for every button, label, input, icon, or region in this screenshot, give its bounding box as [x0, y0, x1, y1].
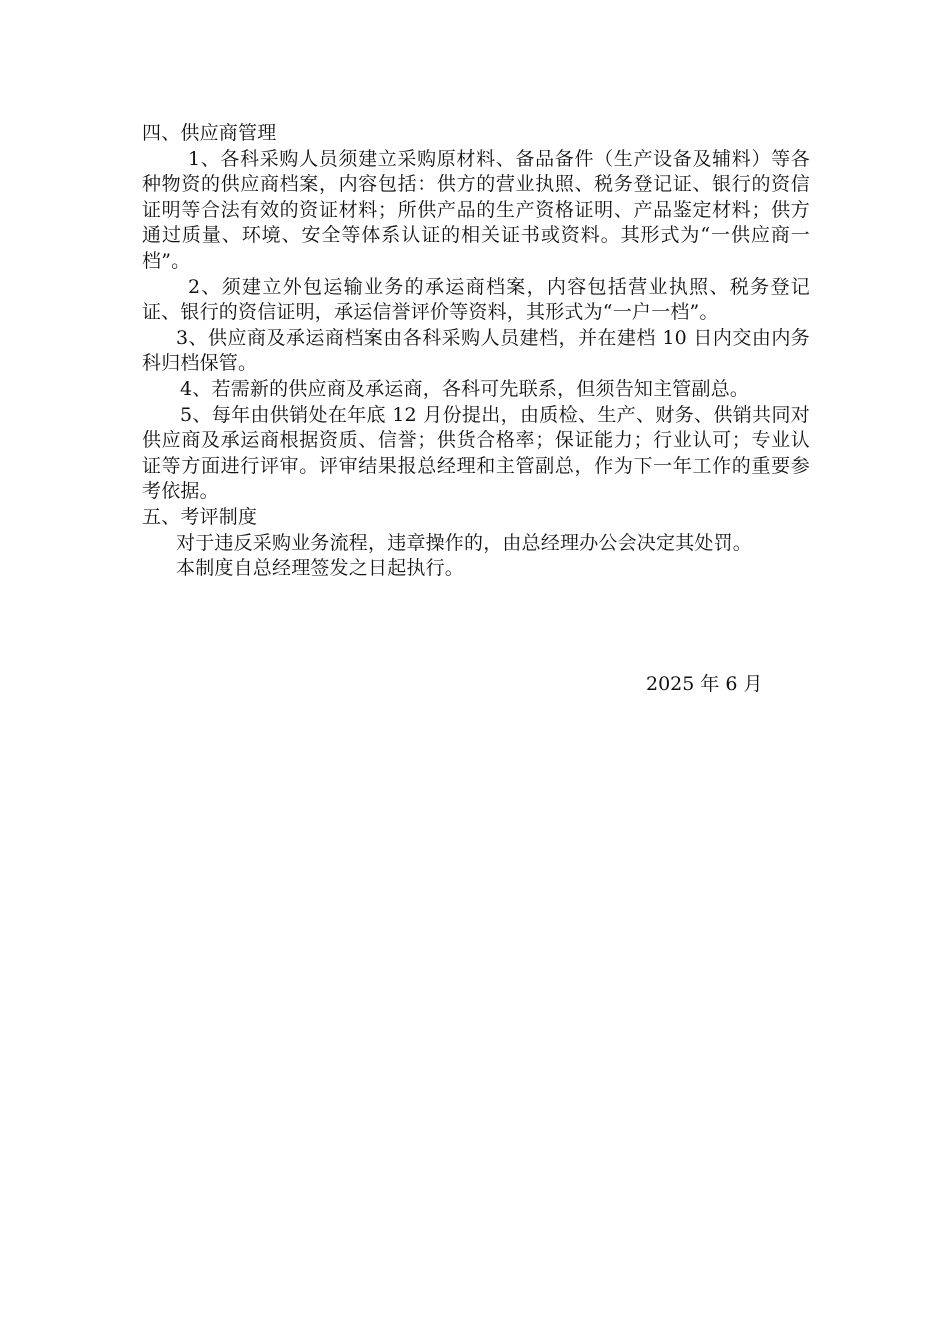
paragraph-penalty: 对于违反采购业务流程，违章操作的，由总经理办公会决定其处罚。 — [176, 531, 753, 554]
paragraph-supplier-files: 1、各科采购人员须建立采购原材料、备品备件（生产设备及辅料）等各种物资的供应商档案，内容包括：供方的营业执照、税务登记证、银行的资信证明等合法有效的资证材料；所供产品的生产资格证明、产品鉴定材料；供方通过质量、环境、安全等体系认证的相关证书或资料。其形式为“一供应商一档”。 — [142, 147, 810, 272]
section-heading-evaluation: 五、考评制度 — [142, 505, 258, 528]
document-body — [142, 121, 810, 582]
paragraph-carrier-files: 2、须建立外包运输业务的承运商档案，内容包括营业执照、税务登记证、银行的资信证明，承运信誉评价等资料，其形式为“一户一档”。 — [142, 275, 810, 324]
paragraph-filing-archive: 3、供应商及承运商档案由各科采购人员建档，并在建档 10 日内交由内务科归档保管。 — [142, 326, 810, 375]
paragraph-new-supplier: 4、若需新的供应商及承运商，各科可先联系，但须告知主管副总。 — [180, 377, 750, 400]
section-heading-supplier-management: 四、供应商管理 — [142, 122, 277, 144]
paragraph-effective: 本制度自总经理签发之日起执行。 — [176, 557, 465, 580]
document-date: 2025 年 6 月 — [646, 673, 763, 695]
paragraph-annual-review: 5、每年由供销处在年底 12 月份提出，由质检、生产、财务、供销共同对供应商及承运商根据资质、信誉；供货合格率；保证能力；行业认可；专业认证等方面进行评审。评审结果报总经理和主管副总，作为下一年工作的重要参考依据。 — [142, 403, 810, 503]
